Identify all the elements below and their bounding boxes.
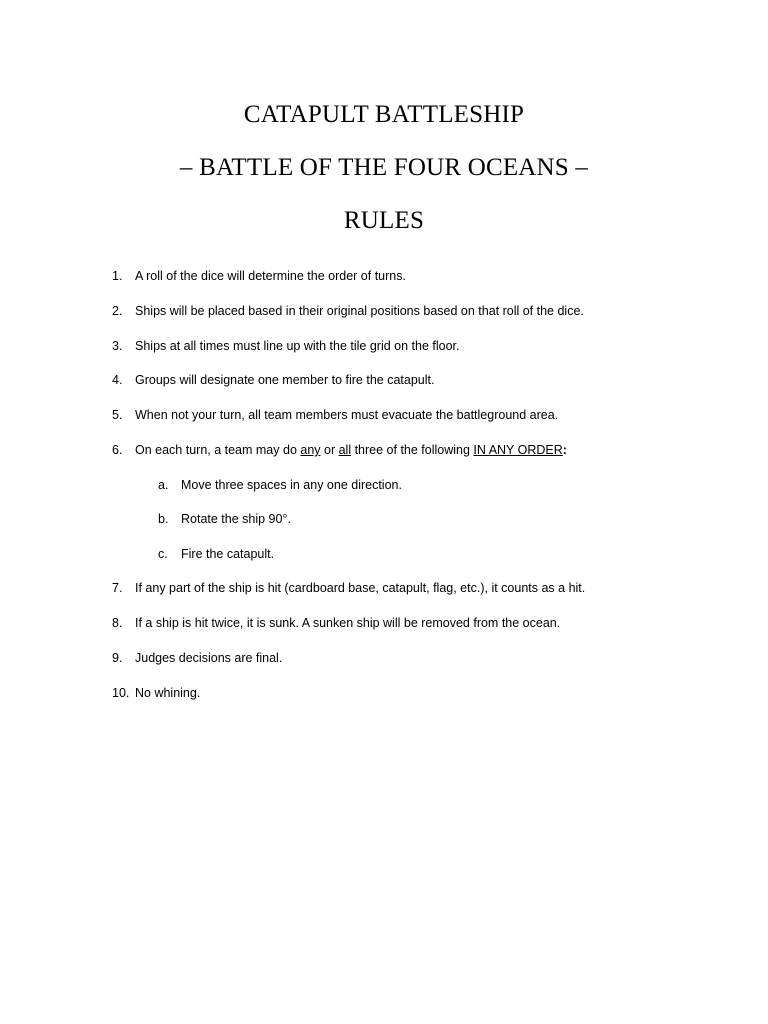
rule-number: 1. [112, 269, 123, 283]
rule-text: If a ship is hit twice, it is sunk. A sunken ship will be removed from the ocean. [135, 616, 561, 631]
rule-text-colon: : [562, 442, 567, 457]
rule-text: No whining. [135, 685, 201, 700]
sub-item-text: Fire the catapult. [181, 546, 275, 561]
sub-item-letter: b. [158, 512, 169, 527]
rule-number: 7. [112, 581, 123, 596]
rule-number: 10. [112, 685, 130, 700]
rules-list [112, 266, 732, 717]
sub-item-letter: a. [158, 477, 169, 492]
rule-item [112, 578, 732, 613]
rule-text: Ships at all times must line up with the tile grid on the floor. [135, 338, 460, 353]
rule-text: Judges decisions are final. [135, 650, 283, 665]
rule-number: 3. [112, 338, 123, 353]
sub-item-letter: c. [158, 546, 168, 561]
rule-number: 4. [112, 373, 123, 388]
rule-text: If any part of the ship is hit (cardboard base, catapult, flag, etc.), it counts as a hit. [135, 581, 586, 596]
rule-number: 2. [112, 303, 123, 318]
rule-text: When not your turn, all team members must evacuate the battleground area. [135, 408, 559, 423]
sub-item [112, 475, 732, 510]
rule-text: Ships will be placed based in their original positions based on that roll of the dice. [135, 303, 584, 318]
rule-item [112, 440, 732, 475]
emphasis-all: all [338, 442, 352, 457]
sub-item-text: Move three spaces in any one direction. [181, 477, 402, 492]
title-line-2: – BATTLE OF THE FOUR OCEANS – [179, 154, 589, 181]
title-line-3: RULES [343, 207, 425, 234]
rule-item [112, 648, 732, 683]
rule-text: A roll of the dice will determine the order of turns. [135, 269, 406, 283]
rule-number: 5. [112, 408, 123, 423]
sub-item [112, 544, 732, 579]
rule-text-part: On each turn, a team may do [135, 442, 301, 457]
rule-number: 8. [112, 616, 123, 631]
title-line-1: CATAPULT BATTLESHIP [243, 101, 525, 128]
rule-text: Groups will designate one member to fire the catapult. [135, 373, 435, 388]
rule-item [112, 266, 732, 301]
sub-item-text: Rotate the ship 90°. [181, 512, 291, 527]
rule-item [112, 683, 732, 718]
rule-text-part: three of the following [351, 442, 474, 457]
rule-number: 6. [112, 442, 123, 457]
rule-item [112, 301, 732, 336]
rule-number: 9. [112, 650, 123, 665]
rule-text [135, 440, 567, 460]
rule-item [112, 336, 732, 371]
emphasis-in-any-order: IN ANY ORDER [473, 442, 563, 457]
emphasis-any: any [300, 442, 321, 457]
rule-item [112, 613, 732, 648]
rule-item [112, 370, 732, 405]
rule-text-part: or [320, 442, 339, 457]
document-title [0, 88, 768, 247]
rule-item [112, 405, 732, 440]
sub-item [112, 509, 732, 544]
